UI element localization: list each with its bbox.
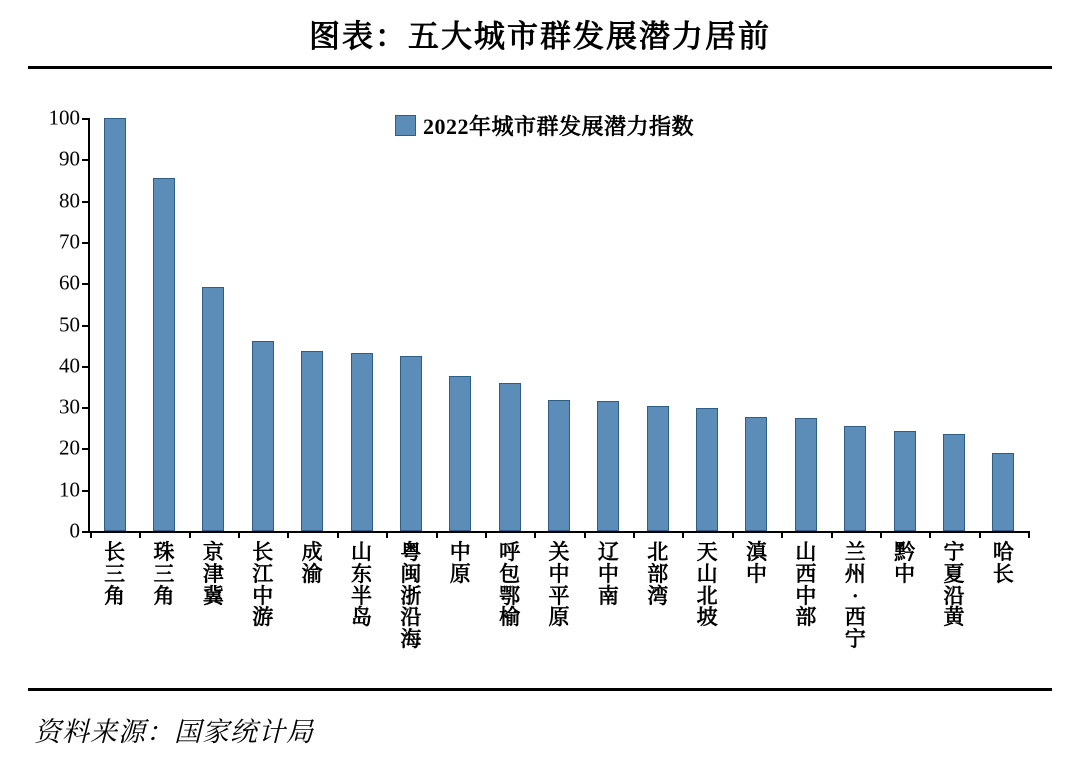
- bar[interactable]: [104, 118, 126, 531]
- x-axis-label: 长三角: [104, 540, 126, 608]
- bar-slot: [880, 118, 929, 531]
- x-axis-line: [88, 531, 1028, 533]
- divider-top: [28, 66, 1052, 69]
- y-axis-tick-mark: [82, 407, 89, 409]
- x-axis-tick-mark: [485, 531, 487, 538]
- x-axis-tick-mark: [1028, 531, 1030, 538]
- x-axis-label: 辽中南: [597, 540, 619, 608]
- y-axis-tick-mark: [82, 490, 89, 492]
- bar-slot: [90, 118, 139, 531]
- x-axis-tick-mark: [979, 531, 981, 538]
- bar[interactable]: [597, 401, 619, 532]
- bar-slot: [633, 118, 682, 531]
- bar-slot: [781, 118, 830, 531]
- x-axis-label: 山东半岛: [351, 540, 373, 630]
- legend-label: 2022年城市群发展潜力指数: [423, 114, 695, 139]
- x-axis-label: 山西中部: [795, 540, 817, 630]
- bar[interactable]: [548, 400, 570, 531]
- x-axis-label: 兰州·西宁: [844, 540, 866, 652]
- y-axis-tick-20: 20: [59, 435, 80, 460]
- x-axis-label: 京津冀: [202, 540, 224, 608]
- x-axis-tick-mark: [386, 531, 388, 538]
- source-note: 资料来源：国家统计局: [34, 716, 314, 747]
- y-axis-tick-40: 40: [59, 353, 80, 378]
- x-axis-tick-mark: [633, 531, 635, 538]
- bar[interactable]: [696, 408, 718, 531]
- x-axis-tick-mark: [929, 531, 931, 538]
- bar[interactable]: [894, 431, 916, 531]
- x-axis-label: 呼包鄂榆: [499, 540, 521, 630]
- x-axis-label: 粤闽浙沿海: [400, 540, 422, 652]
- x-axis-tick-mark: [682, 531, 684, 538]
- x-axis-tick-mark: [337, 531, 339, 538]
- x-axis-label: 长江中游: [252, 540, 274, 630]
- x-axis-label: 哈长: [992, 540, 1014, 586]
- y-axis-tick-60: 60: [59, 270, 80, 295]
- bar-slot: [682, 118, 731, 531]
- x-axis-label: 关中平原: [548, 540, 570, 630]
- bar-slot: [534, 118, 583, 531]
- bar-slot: [386, 118, 435, 531]
- x-axis-tick-mark: [831, 531, 833, 538]
- bar[interactable]: [992, 453, 1014, 531]
- x-axis-tick-mark: [189, 531, 191, 538]
- x-axis-tick-mark: [238, 531, 240, 538]
- x-axis-tick-mark: [781, 531, 783, 538]
- x-axis-tick-mark: [90, 531, 92, 538]
- y-axis-tick-mark: [82, 283, 89, 285]
- bar-slot: [139, 118, 188, 531]
- bar-slot: [238, 118, 287, 531]
- y-axis-tick-80: 80: [59, 188, 80, 213]
- x-axis-label: 成渝: [301, 540, 323, 586]
- x-axis-tick-mark: [534, 531, 536, 538]
- x-axis-tick-mark: [584, 531, 586, 538]
- bar[interactable]: [795, 418, 817, 531]
- x-axis-tick-labels: [90, 542, 1028, 682]
- y-axis-tick-mark: [82, 448, 89, 450]
- x-axis-tick-mark: [880, 531, 882, 538]
- bar[interactable]: [449, 376, 471, 531]
- bar[interactable]: [745, 417, 767, 531]
- y-axis-tick-mark: [82, 159, 89, 161]
- bar[interactable]: [301, 351, 323, 531]
- bar[interactable]: [499, 383, 521, 531]
- bar-slot: [732, 118, 781, 531]
- bar-slot: [337, 118, 386, 531]
- x-axis-label: 珠三角: [153, 540, 175, 608]
- bar[interactable]: [943, 434, 965, 531]
- x-axis-label: 滇中: [745, 540, 767, 586]
- x-axis-label: 中原: [449, 540, 471, 586]
- bar[interactable]: [400, 356, 422, 531]
- bar-series: [90, 118, 1028, 531]
- bar[interactable]: [844, 426, 866, 531]
- x-axis-tick-mark: [732, 531, 734, 538]
- bar[interactable]: [252, 341, 274, 531]
- y-axis-tick-mark: [82, 531, 89, 533]
- x-axis-tick-mark: [436, 531, 438, 538]
- y-axis-tick-100: 100: [48, 105, 80, 130]
- x-axis-tick-mark: [287, 531, 289, 538]
- y-axis-tick-labels: [22, 105, 80, 543]
- y-axis-tick-50: 50: [59, 312, 80, 336]
- y-axis-tick-mark: [82, 118, 89, 120]
- bar-slot: [584, 118, 633, 531]
- bar-slot: [929, 118, 978, 531]
- bar-slot: [189, 118, 238, 531]
- y-axis-tick-mark: [82, 242, 89, 244]
- x-axis-tick-mark: [139, 531, 141, 538]
- x-axis-label: 北部湾: [647, 540, 669, 608]
- bar-slot: [979, 118, 1028, 531]
- title-area: [0, 0, 1080, 66]
- y-axis-tick-30: 30: [59, 394, 80, 419]
- bar[interactable]: [351, 353, 373, 531]
- bar-slot: [436, 118, 485, 531]
- plot-area: [0, 70, 1080, 685]
- y-axis-tick-mark: [82, 325, 89, 327]
- x-axis-label: 宁夏沿黄: [943, 540, 965, 630]
- y-axis-tick-90: 90: [59, 146, 80, 171]
- x-axis-label: 天山北坡: [696, 540, 718, 630]
- y-axis-tick-0: 0: [69, 518, 80, 543]
- page-title: 图表：五大城市群发展潜力居前: [309, 18, 771, 54]
- bar[interactable]: [202, 287, 224, 531]
- bar[interactable]: [647, 406, 669, 531]
- bar[interactable]: [153, 178, 175, 531]
- divider-bottom: [28, 688, 1052, 691]
- y-axis-tick-10: 10: [59, 477, 80, 502]
- y-axis-tick-70: 70: [59, 229, 80, 254]
- bar-slot: [831, 118, 880, 531]
- source-area: [34, 700, 1034, 758]
- bar-slot: [485, 118, 534, 531]
- y-axis-tick-mark: [82, 366, 89, 368]
- x-axis-label: 黔中: [894, 540, 916, 586]
- y-axis-tick-mark: [82, 201, 89, 203]
- bar-slot: [287, 118, 336, 531]
